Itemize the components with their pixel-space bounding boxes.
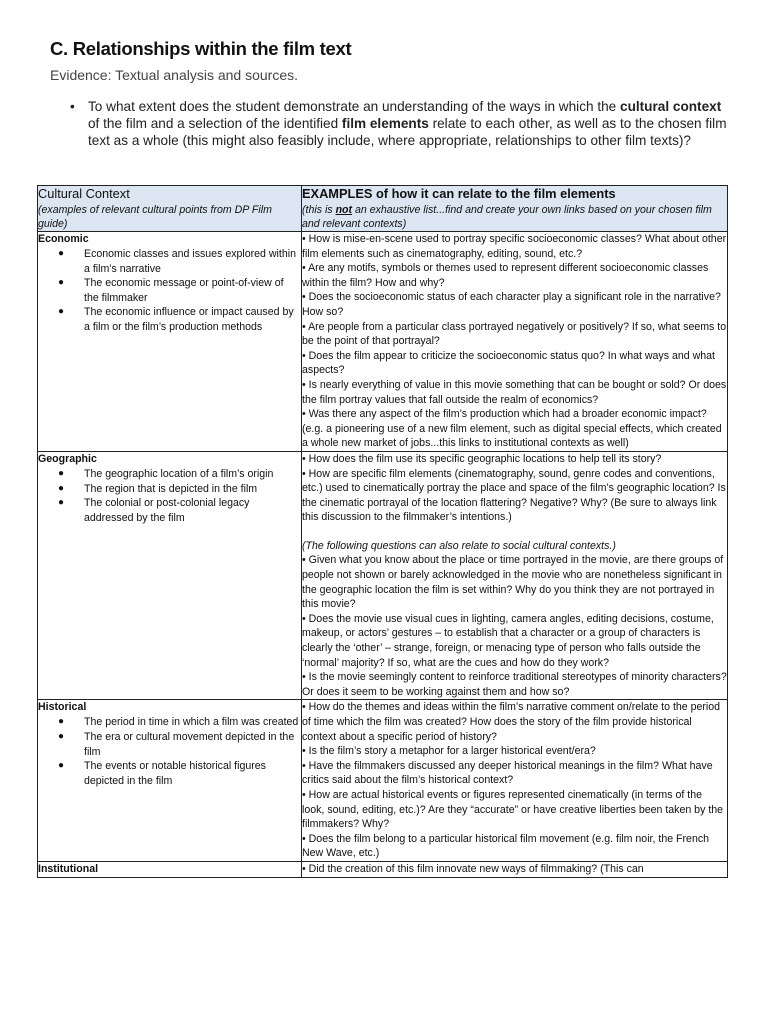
question-part-3: relate to each other, as well as to the chosen film text as a whole (this might also feasibly include, where appropriate, relationships to other film texts)? xyxy=(88,116,727,149)
question-bold-cultural-context: cultural context xyxy=(620,99,722,114)
question-bold-film-elements: film elements xyxy=(341,116,429,132)
example-question: • Does the movie use visual cues in lighting, camera angles, editing decisions, costume, makeup, or actors’ gestures – to establish that a character or a group of characters is clearly the ‘other’ – strange, foreign, or menacing type of person who falls outside the ‘normal’ majority? If so, what are the cues and how do they work? xyxy=(302,612,714,669)
context-category: Institutional xyxy=(38,862,99,875)
bullet-icon: ● xyxy=(58,731,65,742)
examples-cell xyxy=(302,700,728,862)
question-bullet: • xyxy=(70,99,75,114)
context-cell xyxy=(38,232,302,452)
example-question: • Is the movie seemingly content to reinforce traditional stereotypes of minority characters? Or does it seem to be working against them and how so? xyxy=(302,671,727,698)
example-question: • Is nearly everything of value in this movie something that can be bought or sold? Or does the film portray values that fall outside the realm of economics? xyxy=(302,378,727,406)
bullet-icon: ● xyxy=(58,497,65,509)
context-category: Geographic xyxy=(38,452,97,465)
examples-cell xyxy=(302,861,728,877)
example-question: • How are specific film elements (cinematography, sound, genre codes and conventions, etc.) used to cinematically portray the place and space of the film’s geographic location? Is the cinematic portrayal of the location flattering? Negative? Why? (Be sure to always link this discussion to the filmmaker’s intentions.) xyxy=(302,467,726,524)
example-question: • Was there any aspect of the film’s production which had a broader economic impact? (e.g. a pioneering use of a new film element, such as digital special effects, which created a whole new market of jobs...this links to institutional contexts as well) xyxy=(302,408,722,450)
list-item xyxy=(38,715,301,730)
table-header-row xyxy=(38,186,728,232)
context-category: Economic xyxy=(38,233,89,245)
table-row xyxy=(38,700,728,862)
example-question: • Is the film’s story a metaphor for a larger historical event/era? xyxy=(302,745,596,758)
header-col2-sub-pre: (this is xyxy=(302,204,336,216)
header-examples xyxy=(302,186,728,232)
context-point-text: The era or cultural movement depicted in the film xyxy=(84,731,295,758)
bullet-icon: ● xyxy=(58,277,65,289)
header-col1-subtitle: (examples of relevant cultural points from DP Film guide) xyxy=(38,204,272,230)
header-cultural-context xyxy=(38,186,302,232)
context-point-text: The period in time in which a film was created xyxy=(84,716,299,729)
question-text xyxy=(88,98,730,150)
context-cell xyxy=(38,451,302,700)
context-point-text: The economic message or point-of-view of the filmmaker xyxy=(84,277,284,304)
list-item xyxy=(38,482,301,497)
list-item xyxy=(38,305,301,334)
list-item xyxy=(38,467,301,482)
example-question: • How does the film use its specific geographic locations to help tell its story? xyxy=(302,452,662,465)
example-question: • How is mise-en-scene used to portray specific socioeconomic classes? What about other film elements such as cinematography, editing, sound, etc.? xyxy=(302,233,727,260)
header-col2-title: EXAMPLES of how it can relate to the film elements xyxy=(302,186,616,201)
table-row xyxy=(38,232,728,452)
bullet-icon: ● xyxy=(58,467,65,479)
header-col2-sub-post: an exhaustive list...find and create your own links based on your chosen film and relevant contexts) xyxy=(302,204,712,230)
context-point-text: Economic classes and issues explored within a film’s narrative xyxy=(84,248,296,275)
evidence-line: Evidence: Textual analysis and sources. xyxy=(50,67,298,83)
example-question: • How are actual historical events or figures represented cinematically (in terms of the look, sound, editing, etc.)? Are they “accurate” or have creative liberties been taken by the filmmakers? Why? xyxy=(302,788,724,831)
context-points-list xyxy=(38,467,301,525)
examples-cell xyxy=(302,451,728,700)
context-point-text: The colonial or post-colonial legacy addressed by the film xyxy=(84,497,250,524)
bullet-icon: ● xyxy=(58,716,65,728)
question-part-1: To what extent does the student demonstrate an understanding of the ways in which the xyxy=(88,99,621,114)
table-body xyxy=(38,232,728,878)
list-item xyxy=(38,496,301,525)
examples-cell xyxy=(302,232,728,452)
example-question: • Given what you know about the place or time portrayed in the movie, are there groups of people not shown or barely acknowledged in the movie who are nonetheless significant in the geographic location the film is set within? Why do you think they are not portrayed in this movie? xyxy=(302,554,724,611)
context-cell xyxy=(38,700,302,862)
bullet-icon: ● xyxy=(58,760,65,772)
example-question: • Does the film appear to criticize the socioeconomic status quo? In what ways and what aspects? xyxy=(302,349,715,377)
example-question: • Did the creation of this film innovate new ways of filmmaking? (This can xyxy=(302,862,644,875)
question-part-2: of the film and a selection of the identified xyxy=(88,116,342,132)
context-points-list xyxy=(38,715,301,788)
list-item xyxy=(38,276,301,305)
table-row xyxy=(38,861,728,877)
example-question: • Are people from a particular class portrayed negatively or positively? If so, what seems to be the point of that portrayal? xyxy=(302,320,727,348)
bullet-icon: ● xyxy=(58,482,65,494)
section-title: C. Relationships within the film text xyxy=(50,38,352,59)
context-table xyxy=(37,185,728,878)
context-point-text: The region that is depicted in the film xyxy=(84,482,258,495)
assessment-question xyxy=(70,98,730,150)
context-cell xyxy=(38,861,302,877)
table-row xyxy=(38,451,728,700)
header-col2-sub-not: not xyxy=(335,204,353,216)
context-points-list xyxy=(38,247,301,335)
context-point-text: The economic influence or impact caused by a film or the film’s production methods xyxy=(84,306,294,333)
list-item xyxy=(38,759,301,788)
examples-note: (The following questions can also relate to social cultural contexts.) xyxy=(302,539,616,552)
context-category: Historical xyxy=(38,701,87,714)
example-question: • How do the themes and ideas within the film’s narrative comment on/relate to the period of time which the film was created? How does the story of the film provide historical context about a specific period of history? xyxy=(302,701,721,743)
header-col1-title: Cultural Context xyxy=(38,186,130,201)
example-question: • Does the film belong to a particular historical film movement (e.g. film noir, the French New Wave, etc.) xyxy=(302,832,710,860)
bullet-icon: ● xyxy=(58,306,65,318)
list-item xyxy=(38,247,301,276)
example-question: • Does the socioeconomic status of each character play a significant role in the narrative? How so? xyxy=(302,291,721,318)
list-item xyxy=(38,730,301,759)
bullet-icon: ● xyxy=(58,248,65,259)
context-point-text: The events or notable historical figures depicted in the film xyxy=(84,760,266,787)
example-question: • Are any motifs, symbols or themes used to represent different socioeconomic classes within the film? How and why? xyxy=(302,262,709,289)
context-point-text: The geographic location of a film’s origin xyxy=(84,467,274,480)
example-question: • Have the filmmakers discussed any deeper historical meanings in the film? What have critics said about the film’s historical context? xyxy=(302,759,713,787)
header-col2-subtitle xyxy=(302,203,727,231)
